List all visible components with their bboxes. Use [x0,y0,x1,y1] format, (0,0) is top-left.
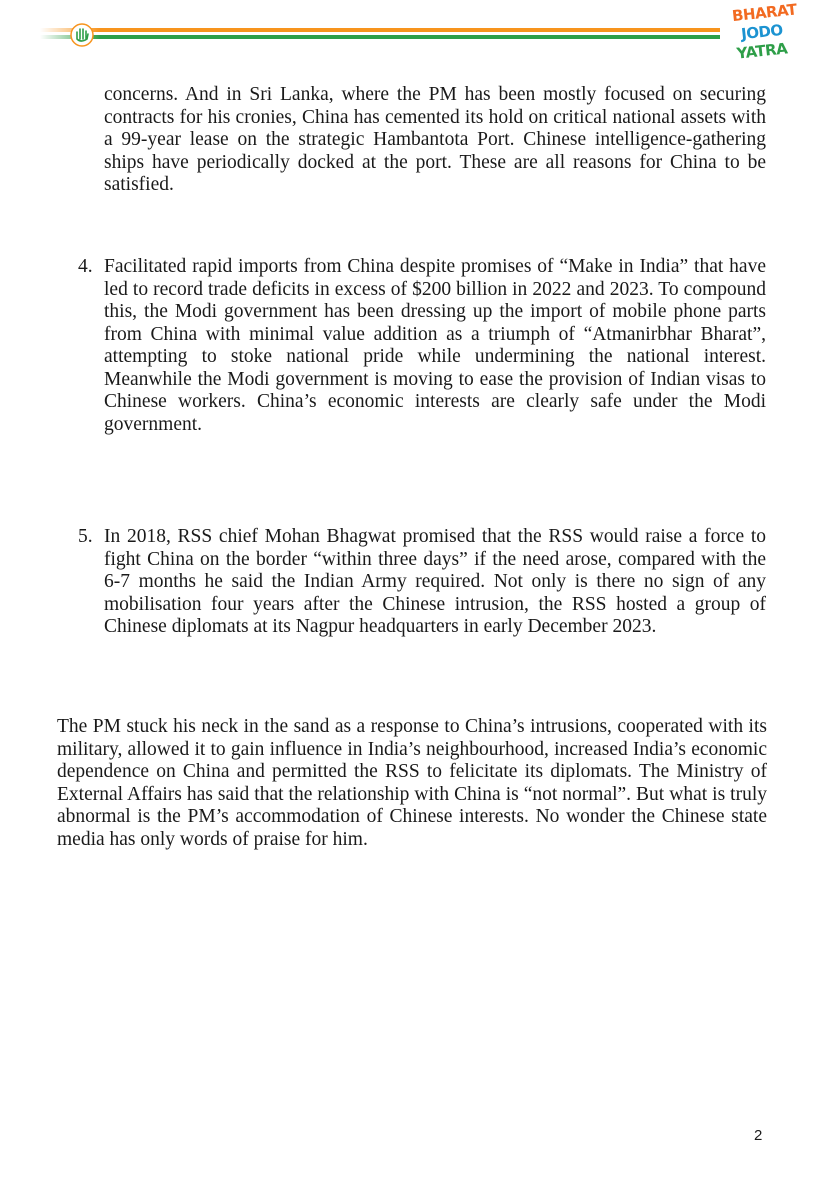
page-header [0,0,821,80]
continuation-paragraph: concerns. And in Sri Lanka, where the PM has been mostly focused on securing contracts for his cronies, China has cemented its hold on critical national assets with a 99-year lease on the strategic Hambantota Port. Chinese intelligence-gathering ships have periodically docked at the port. These are all reasons for China to be satisfied. [104,84,766,195]
logo-line-2: JODO [740,20,784,44]
green-stripe [40,35,720,39]
list-item-text: In 2018, RSS chief Mohan Bhagwat promised that the RSS would raise a force to fight China on the border “within three days” if the need arose, compared with the 6-7 months he said the Indian Army required. Not only is there no sign of any mobilisation four years after the Chinese intrusion, the RSS hosted a group of Chinese diplomats at its Nagpur headquarters in early December 2023. [104,526,766,637]
logo-line-1: BHARAT [731,0,798,26]
hand-icon [68,22,96,48]
list-item-number: 4. [78,256,93,277]
page-number: 2 [754,1127,763,1144]
bharat-jodo-yatra-logo [731,0,798,74]
closing-paragraph: The PM stuck his neck in the sand as a response to China’s intrusions, cooperated with its military, allowed it to gain influence in India’s neighbourhood, increased India’s economic dependence on China and permitted the RSS to felicitate its diplomats. The Ministry of External Affairs has said that the relationship with China is “not normal”. But what is truly abnormal is the PM’s accommodation of Chinese interests. No wonder the Chinese state media has only words of praise for him. [57,716,767,850]
list-item-number: 5. [78,526,93,547]
list-item-text: Facilitated rapid imports from China despite promises of “Make in India” that have led to record trade deficits in excess of $200 billion in 2022 and 2023. To compound this, the Modi government has been dressing up the import of mobile phone parts from China with minimal value addition as a triumph of “Atmanirbhar Bharat”, attempting to stoke national pride while undermining the national interest. Meanwhile the Modi government is moving to ease the provision of Indian visas to Chinese workers. China’s economic interests are clearly safe under the Modi government. [104,256,766,435]
logo-line-3: YATRA [735,39,789,63]
